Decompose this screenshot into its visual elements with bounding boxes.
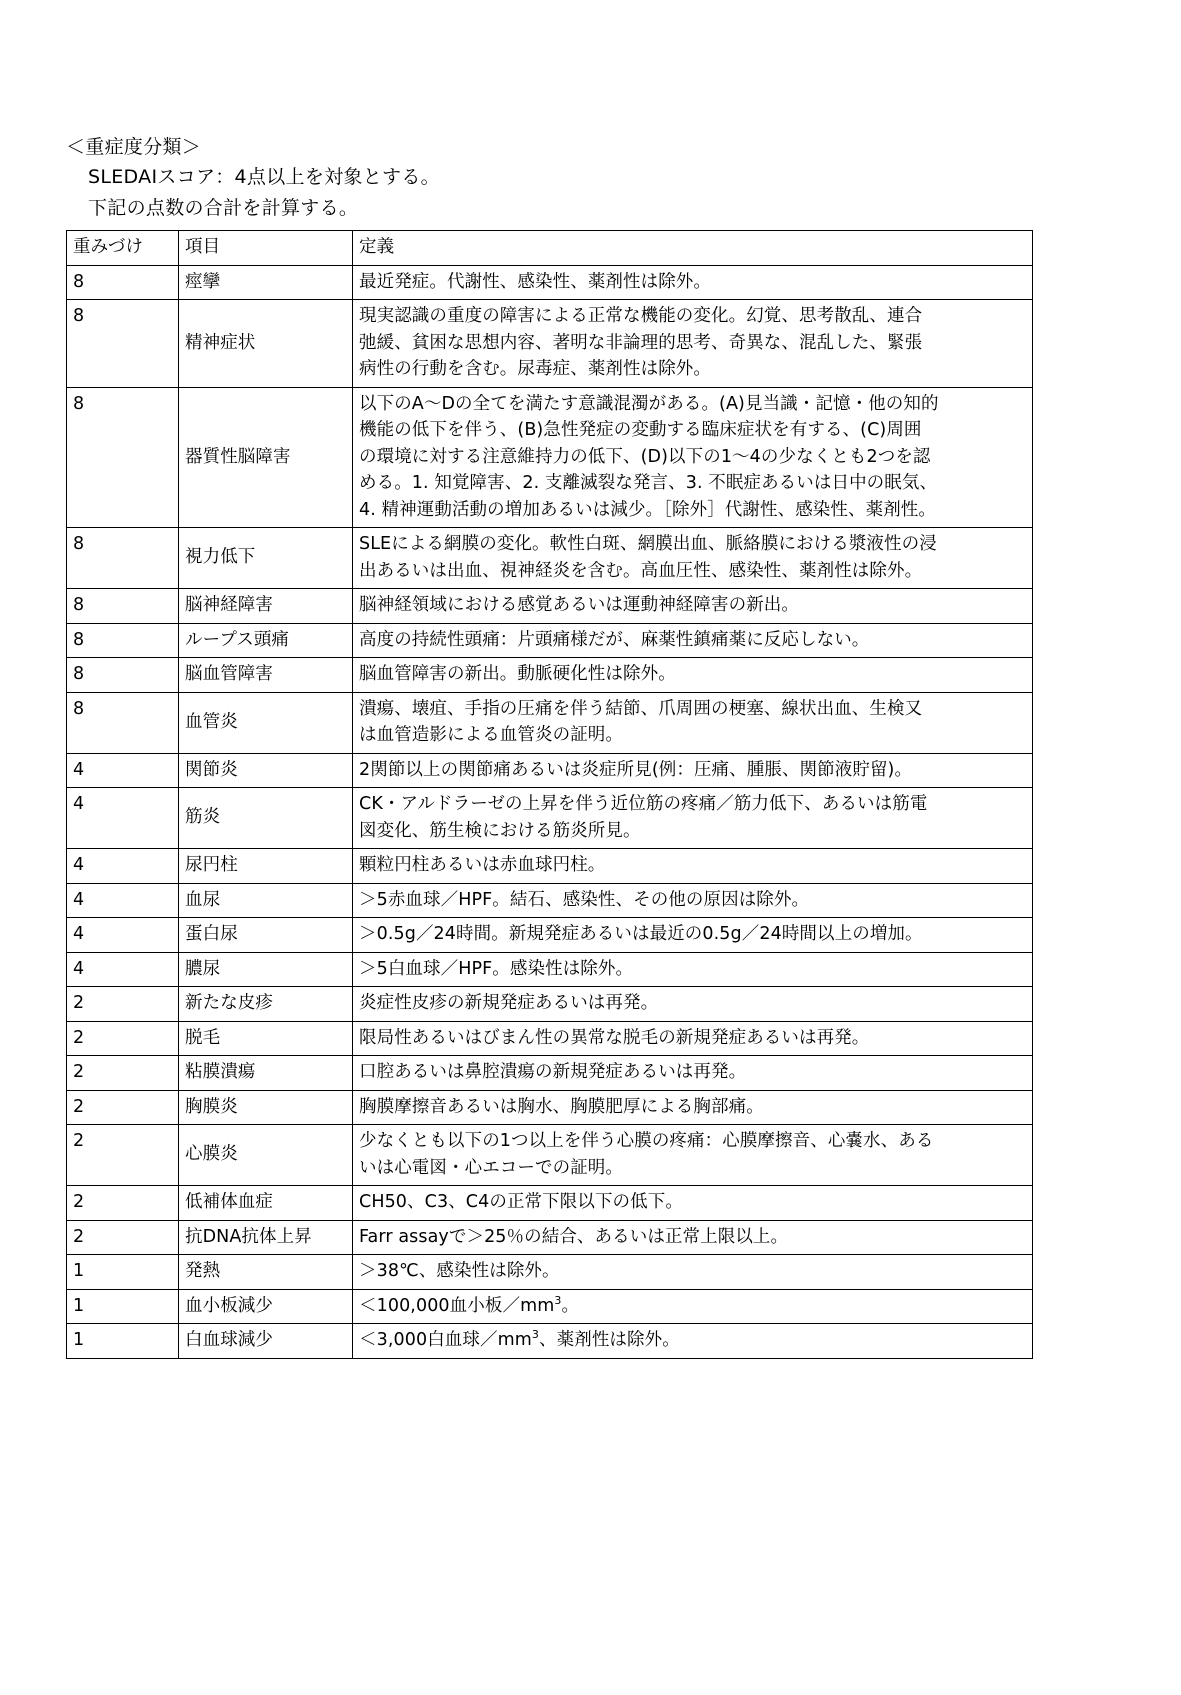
cell-definition <box>353 1220 1033 1255</box>
cell-weight: 4 <box>67 753 179 788</box>
cell-definition <box>353 1021 1033 1056</box>
definition-line: は血管造影による血管炎の証明。 <box>359 725 623 745</box>
table-row <box>67 1125 1033 1186</box>
table-row <box>67 987 1033 1022</box>
cell-weight: 2 <box>67 1090 179 1125</box>
definition-line: 現実認識の重度の障害による正常な機能の変化。幻覚、思考散乱、連合 <box>359 306 923 326</box>
cell-weight: 8 <box>67 589 179 624</box>
cell-weight: 8 <box>67 623 179 658</box>
cell-weight: 4 <box>67 849 179 884</box>
section-heading: ＜重症度分類＞ <box>66 136 202 158</box>
cell-definition: ＜100,000血小板$/mm^3$。 <box>353 1289 1033 1324</box>
cell-weight: 4 <box>67 918 179 953</box>
column-header-definition: 定義 <box>353 231 1033 266</box>
cell-definition <box>353 265 1033 300</box>
cell-item: 精神症状 <box>179 300 353 388</box>
table-row <box>67 528 1033 589</box>
definition-line: 2関節以上の関節痛あるいは炎症所見(例：圧痛、腫脹、関節液貯留)。 <box>359 759 913 780</box>
definition-line: 顆粒円柱あるいは赤血球円柱。 <box>359 855 606 875</box>
definition-line: 病性の行動を含む。尿毒症、薬剤性は除外。 <box>359 359 711 379</box>
table-row <box>67 1324 1033 1359</box>
cell-weight: 2 <box>67 1220 179 1255</box>
cell-definition <box>353 788 1033 849</box>
table-row <box>67 1090 1033 1125</box>
definition-line: める。1. 知覚障害、2. 支離滅裂な発言、3. 不眠症あるいは日中の眠気、 <box>359 473 938 493</box>
definition-line: ＞5白血球／HPF。感染性は除外。 <box>359 958 634 979</box>
definition-line: ＞0.5g／24時間。新規発症あるいは最近の0.5g／24時間以上の増加。 <box>359 924 923 944</box>
document-body <box>66 132 1032 1359</box>
cell-item: 粘膜潰瘍 <box>179 1056 353 1091</box>
cell-weight: 2 <box>67 1186 179 1221</box>
definition-line: 口腔あるいは鼻腔潰瘍の新規発症あるいは再発。 <box>359 1062 747 1082</box>
definition-line: 限局性あるいはびまん性の異常な脱毛の新規発症あるいは再発。 <box>359 1027 870 1048</box>
cell-item: ループス頭痛 <box>179 623 353 658</box>
cell-item: 器質性脳障害 <box>179 387 353 528</box>
definition-line: 弛緩、貧困な思想内容、著明な非論理的思考、奇異な、混乱した、緊張 <box>359 332 923 353</box>
table-row <box>67 883 1033 918</box>
cell-weight: 2 <box>67 1125 179 1186</box>
cell-item: 血尿 <box>179 883 353 918</box>
definition-line: 脳神経領域における感覚あるいは運動神経障害の新出。 <box>359 595 799 615</box>
cell-weight: 8 <box>67 300 179 388</box>
cell-item: 脳血管障害 <box>179 658 353 693</box>
definition-line: 胸膜摩擦音あるいは胸水、胸膜肥厚による胸部痛。 <box>359 1096 764 1117</box>
cell-item: 脳神経障害 <box>179 589 353 624</box>
definition-line: CK・アルドラーゼの上昇を伴う近位筋の疼痛／筋力低下、あるいは筋電 <box>359 794 928 814</box>
cell-definition <box>353 1186 1033 1221</box>
cell-definition <box>353 589 1033 624</box>
cell-weight: 4 <box>67 788 179 849</box>
definition-line: 潰瘍、壊疽、手指の圧痛を伴う結節、爪周囲の梗塞、線状出血、生検又 <box>359 698 923 719</box>
table-row <box>67 952 1033 987</box>
intro-line-score-threshold: SLEDAIスコア：4点以上を対象とする。 <box>88 166 440 188</box>
cell-definition <box>353 623 1033 658</box>
definition-line: 出あるいは出血、視神経炎を含む。高血圧性、感染性、薬剤性は除外。 <box>359 560 923 581</box>
cell-item: 痙攣 <box>179 265 353 300</box>
cell-item: 筋炎 <box>179 788 353 849</box>
definition-line: 図変化、筋生検における筋炎所見。 <box>359 820 641 841</box>
cell-item: 蛋白尿 <box>179 918 353 953</box>
cell-item: 胸膜炎 <box>179 1090 353 1125</box>
cell-item: 血管炎 <box>179 692 353 753</box>
definition-line: ＞5赤血球／HPF。結石、感染性、その他の原因は除外。 <box>359 889 810 910</box>
cell-item: 心膜炎 <box>179 1125 353 1186</box>
cell-item: 白血球減少 <box>179 1324 353 1359</box>
cell-weight: 8 <box>67 692 179 753</box>
cell-definition <box>353 1255 1033 1290</box>
cell-weight: 8 <box>67 658 179 693</box>
cell-item: 関節炎 <box>179 753 353 788</box>
table-row <box>67 589 1033 624</box>
definition-line: 最近発症。代謝性、感染性、薬剤性は除外。 <box>359 271 711 292</box>
table-row <box>67 1186 1033 1221</box>
cell-weight: 2 <box>67 987 179 1022</box>
table-row <box>67 265 1033 300</box>
cell-definition <box>353 692 1033 753</box>
cell-item: 低補体血症 <box>179 1186 353 1221</box>
cell-definition <box>353 849 1033 884</box>
cell-definition <box>353 952 1033 987</box>
cell-definition <box>353 987 1033 1022</box>
table-row <box>67 1220 1033 1255</box>
table-row <box>67 1255 1033 1290</box>
cell-item: 膿尿 <box>179 952 353 987</box>
cell-definition <box>353 1056 1033 1091</box>
cell-weight: 1 <box>67 1324 179 1359</box>
table-row <box>67 692 1033 753</box>
cell-item: 脱毛 <box>179 1021 353 1056</box>
definition-line: ＞38℃、感染性は除外。 <box>359 1261 560 1281</box>
table-row <box>67 387 1033 528</box>
cell-definition <box>353 528 1033 589</box>
cell-weight: 8 <box>67 265 179 300</box>
cell-definition <box>353 387 1033 528</box>
cell-definition <box>353 918 1033 953</box>
table-body <box>67 265 1033 1358</box>
table-row <box>67 753 1033 788</box>
table-row <box>67 1056 1033 1091</box>
intro-line-sum-instruction: 下記の点数の合計を計算する。 <box>88 197 359 219</box>
definition-line: の環境に対する注意維持力の低下、(D)以下の1〜4の少なくとも2つを認 <box>359 446 931 467</box>
cell-definition <box>353 1090 1033 1125</box>
definition-line: 少なくとも以下の1つ以上を伴う心膜の疼痛：心膜摩擦音、心嚢水、ある <box>359 1131 934 1151</box>
table-row <box>67 788 1033 849</box>
cell-weight: 4 <box>67 883 179 918</box>
definition-line: SLEによる網膜の変化。軟性白斑、網膜出血、脈絡膜における漿液性の浸 <box>359 534 937 554</box>
sledai-severity-table <box>66 230 1033 1359</box>
definition-line: 4. 精神運動活動の増加あるいは減少。［除外］代謝性、感染性、薬剤性。 <box>359 499 937 520</box>
cell-item: 抗DNA抗体上昇 <box>179 1220 353 1255</box>
cell-definition <box>353 753 1033 788</box>
cell-item: 尿円柱 <box>179 849 353 884</box>
definition-line: 高度の持続性頭痛：片頭痛様だが、麻薬性鎮痛薬に反応しない。 <box>359 629 870 650</box>
table-row <box>67 658 1033 693</box>
cell-definition <box>353 300 1033 388</box>
cell-weight: 4 <box>67 952 179 987</box>
cell-definition: ＜3,000白血球$/mm^3$、薬剤性は除外。 <box>353 1324 1033 1359</box>
cell-item: 発熱 <box>179 1255 353 1290</box>
column-header-weight: 重みづけ <box>67 231 179 266</box>
table-row <box>67 1021 1033 1056</box>
definition-line: 以下のA〜Dの全てを満たす意識混濁がある。(A)見当識・記憶・他の知的 <box>359 393 939 414</box>
cell-definition <box>353 658 1033 693</box>
definition-line: Farr assayで＞25％の結合、あるいは正常上限以上。 <box>359 1226 789 1247</box>
cell-item: 新たな皮疹 <box>179 987 353 1022</box>
cell-definition <box>353 883 1033 918</box>
cell-weight: 1 <box>67 1255 179 1290</box>
cell-weight: 1 <box>67 1289 179 1324</box>
column-header-item: 項目 <box>179 231 353 266</box>
table-row <box>67 918 1033 953</box>
table-row <box>67 623 1033 658</box>
superscript: 3 <box>531 1328 540 1342</box>
cell-item: 視力低下 <box>179 528 353 589</box>
cell-item: 血小板減少 <box>179 1289 353 1324</box>
definition-line: CH50、C3、C4の正常下限以下の低下。 <box>359 1192 683 1212</box>
cell-weight: 2 <box>67 1056 179 1091</box>
cell-weight: 8 <box>67 528 179 589</box>
definition-line: 脳血管障害の新出。動脈硬化性は除外。 <box>359 664 676 684</box>
table-row <box>67 1289 1033 1324</box>
table-row <box>67 849 1033 884</box>
cell-definition <box>353 1125 1033 1186</box>
table-header-row <box>67 231 1033 266</box>
definition-line: 機能の低下を伴う、(B)急性発症の変動する臨床症状を有する、(C)周囲 <box>359 420 922 440</box>
definition-line: いは心電図・心エコーでの証明。 <box>359 1157 623 1178</box>
cell-weight: 8 <box>67 387 179 528</box>
definition-line: 炎症性皮疹の新規発症あるいは再発。 <box>359 993 659 1013</box>
cell-weight: 2 <box>67 1021 179 1056</box>
table-row <box>67 300 1033 388</box>
superscript: 3 <box>554 1293 562 1307</box>
